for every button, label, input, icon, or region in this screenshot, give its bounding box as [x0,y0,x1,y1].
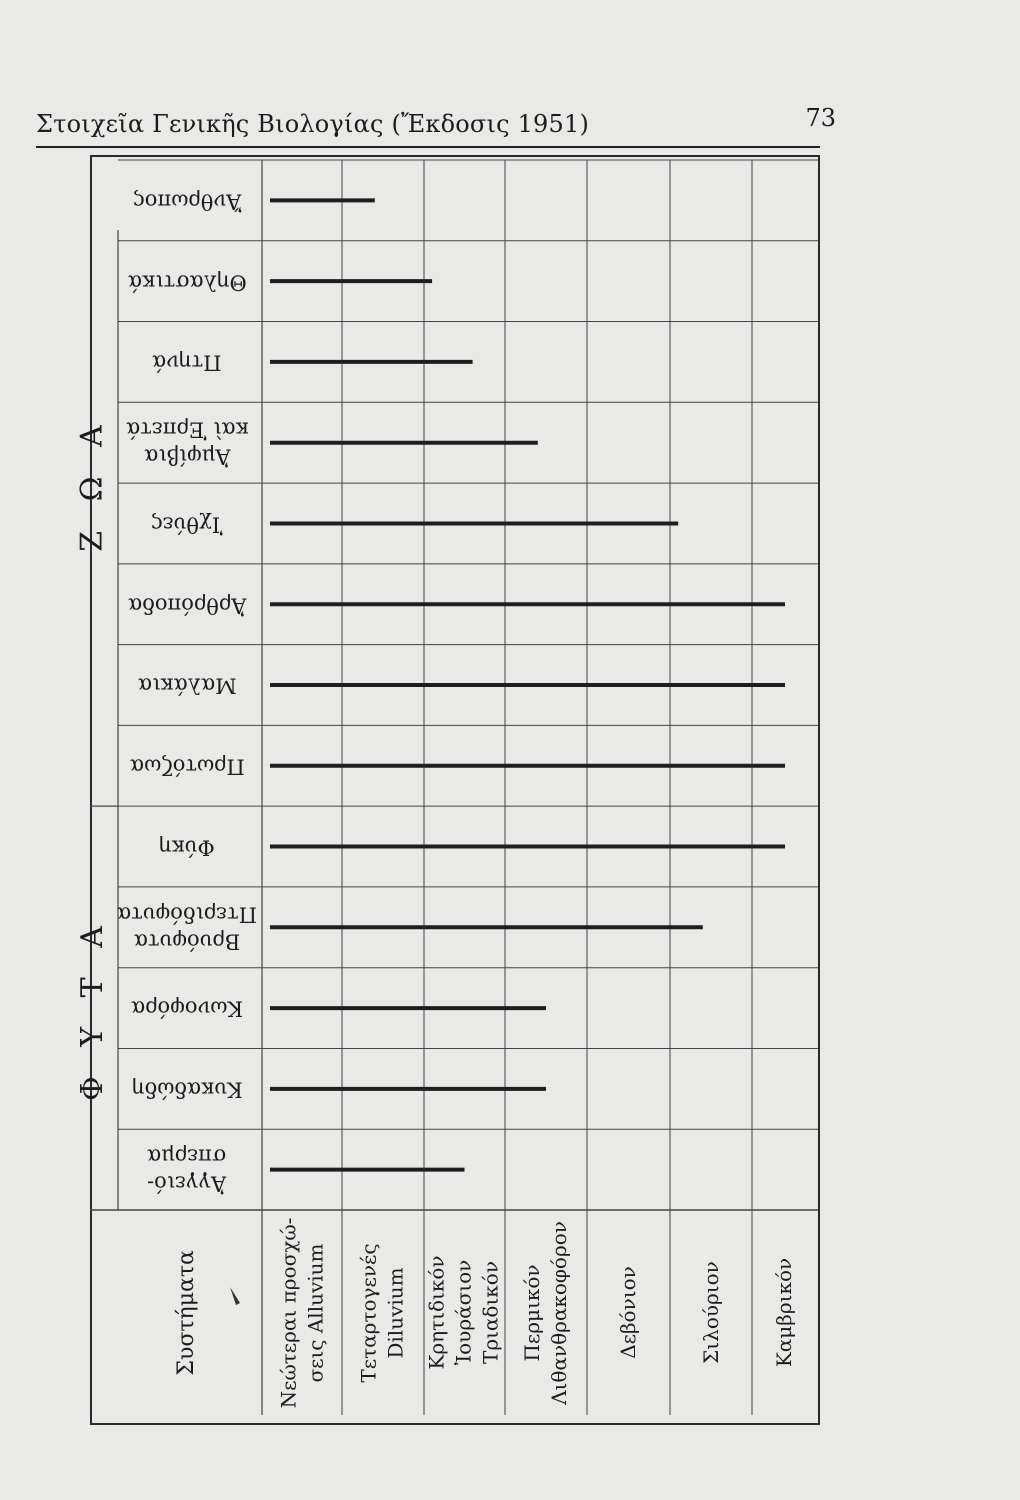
group-label-line: Θηλαστικά [127,269,247,294]
group-label [118,160,256,241]
pen-mark-icon [228,1285,242,1307]
group-label-line: Ἰχθύες [151,512,223,537]
period-label-line: Τεταρτογενές [357,1242,382,1383]
group-label-line: Φύκη [159,835,215,860]
group-label-line: Ἄνθρωπος [132,189,242,214]
period-label [262,1210,342,1415]
group-label-line: Μαλάκια [137,673,237,698]
period-label-line: Σιλούριον [698,1261,723,1364]
group-label-line: Πτεριδόφυτα [117,902,257,927]
period-label [752,1210,818,1415]
group-label [118,1048,256,1129]
group-label-line: καὶ Ἑρπετά [125,417,249,442]
period-label [342,1210,424,1415]
period-label [505,1210,587,1415]
group-label [118,322,256,403]
period-label-line: Κρητιδικόν [425,1255,450,1370]
group-label [118,564,256,645]
group-label-line: Ἀμφίβια [143,444,231,469]
period-label-line: σεις Alluvium [303,1242,327,1383]
group-label [118,483,256,564]
group-label [118,402,256,483]
period-label-line: Καμβρικόν [772,1257,797,1368]
period-label [670,1210,752,1415]
kingdom-label-animals: Ζ Ω Α [74,414,110,552]
period-label-line: Diluvium [384,1266,409,1359]
group-label [118,968,256,1049]
group-label [118,645,256,726]
period-label [587,1210,670,1415]
period-label-line: Τριαδικόν [479,1260,504,1365]
period-label [424,1210,505,1415]
group-label [118,725,256,806]
group-label-line: Ἀγγειό- [147,1171,227,1196]
systems-heading: Συστήματα [174,1249,200,1376]
group-label [118,241,256,322]
group-label-line: Πτηνά [152,350,222,375]
group-label-line: σπερμα [147,1144,227,1169]
group-label-line: Πρωτόζωα [129,754,245,779]
group-label [118,1129,256,1210]
group-label-line: Ἀρθρόποδα [127,592,247,617]
group-label [118,887,256,968]
group-label-line: Κυκαδώδη [131,1077,243,1102]
group-label [118,806,256,887]
period-label-line: Νεώτεραι προσχώ- [276,1217,300,1408]
period-label-line: Ἰουράσιον [452,1259,477,1366]
period-label-line: Λιθανθρακοφόρον [547,1220,571,1405]
page-number: 73 [805,104,836,132]
group-label-line: Κωνοφόρα [130,996,244,1021]
group-label-line: Βρυόφυτα [133,929,241,954]
kingdom-label-plants: Φ Υ Τ Α [74,915,110,1101]
period-label-line: Περμικόν [520,1263,544,1362]
book-title: Στοιχεῖα Γενικῆς Βιολογίας (Ἔκδοσις 1951) [36,110,590,138]
period-label-line: Δεβόνιον [616,1266,641,1359]
